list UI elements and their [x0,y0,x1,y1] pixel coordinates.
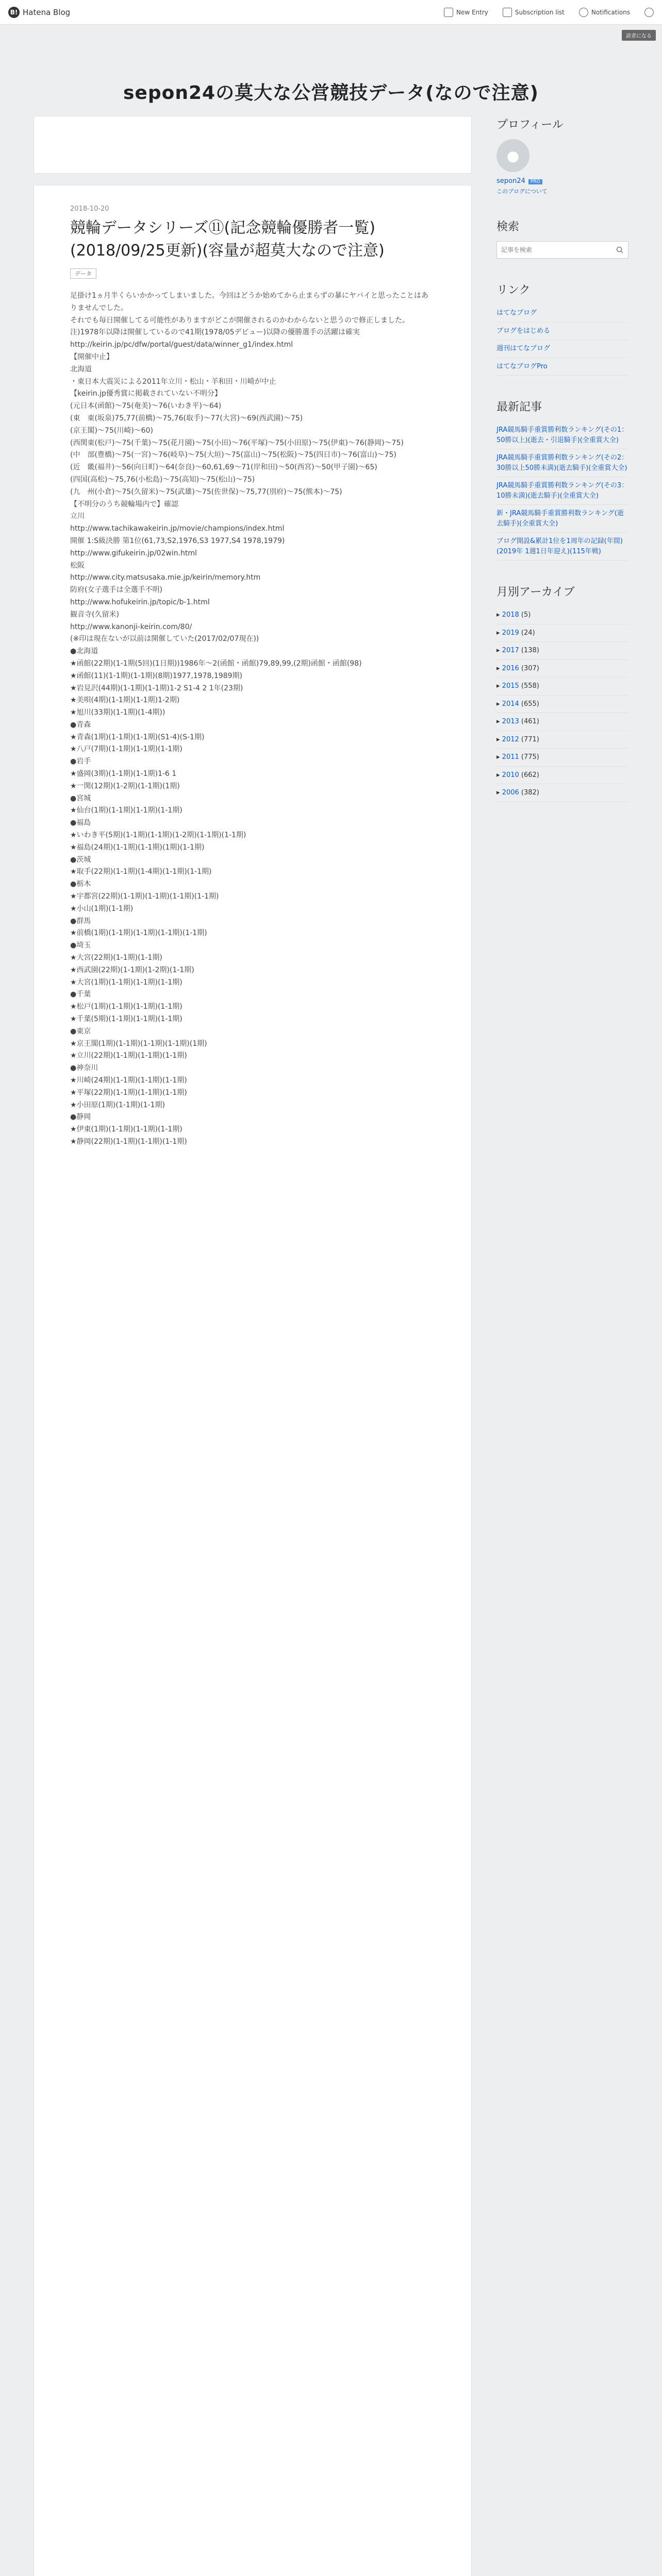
archive-count: (138) [521,647,539,654]
archive-count: (461) [521,718,539,725]
archive-year[interactable]: 2019 [502,629,519,637]
recent-entry[interactable]: 新・JRA競馬騎手重賞勝利数ランキング(逝去騎手)(全重賞大全) [496,505,628,533]
archive-year[interactable]: 2006 [502,789,519,796]
notifications-button[interactable] [579,8,630,17]
archive-count: (5) [521,611,531,619]
top-bar [0,0,662,25]
link-item[interactable]: はてなブログPro [496,358,628,376]
recent-entry[interactable]: ブログ開設&累計1位を1周年の記録(年間)(2019年 1週1日年迎え)(115年戦) [496,533,628,561]
archive-item[interactable]: ▸ 2012 (771) [496,731,628,749]
user-menu-icon[interactable] [644,8,654,17]
search-heading: 検索 [496,221,520,233]
archive-item[interactable]: ▸ 2014 (655) [496,696,628,714]
article-date[interactable]: 2018-10-20 [70,205,109,213]
avatar[interactable]: ● [496,139,529,172]
recent-heading: 最新記事 [496,401,542,414]
archive-year[interactable]: 2013 [502,718,519,725]
archive-year[interactable]: 2010 [502,771,519,779]
ad-banner [34,116,472,174]
archive-item[interactable]: ▸ 2006 (382) [496,784,628,802]
archive-item[interactable]: ▸ 2010 (662) [496,767,628,785]
archive-item[interactable]: ▸ 2017 (138) [496,642,628,660]
recent-entry[interactable]: JRA競馬騎手重賞勝利数ランキング(その2：30勝以上50勝未満)(逝去騎手)(全重賞大全) [496,449,628,477]
bell-icon [579,8,588,17]
link-item[interactable]: 週刊はてなブログ [496,340,628,358]
list-icon [503,8,512,17]
pro-badge: PRO [528,179,542,184]
subscription-list-button[interactable] [503,8,565,17]
main-column [34,116,472,2576]
new-entry-label: New Entry [456,8,488,16]
archive-year[interactable]: 2018 [502,611,519,619]
subscription-label: Subscription list [515,8,565,16]
search-box [496,241,628,259]
notifications-label: Notifications [591,8,630,16]
search-button[interactable] [611,242,628,258]
links-list [496,304,628,376]
subscribe-reader-button[interactable]: 読者になる [622,30,656,41]
archive-item[interactable]: ▸ 2015 (558) [496,677,628,696]
search-input[interactable] [497,242,611,258]
archive-list [496,606,628,802]
article [34,185,472,2576]
sidebar [496,116,628,2576]
article-title[interactable]: 競輪データシリーズ⑪(記念競輪優勝者一覧)(2018/09/25更新)(容量が超莫大なので注意) [70,219,385,260]
article-body: 足掛け1ヵ月半くらいかかってしまいました。今回はどうか始めてから止まらずの暴にヤバイと思ったことはありませんでした。 それでも毎日開催してる可能性がありますがどこが開催されるのかわからないと思うので修正しました。 注)1978年以降は開催しているので41期(1978/05デビュー)以降の優勝選手の活躍は確実 http://keirin.jp/pc/dfw/portal/guest/data/winner_g1/index.html 【開催中止】 北海道 ・東日本大震災による2011年立川・松山・羊和田・川崎が中止 【keirin.jp優秀賞に掲載されていない不明分】 (元日本(函館)〜75(奄美)〜76(いわき平)〜64) (東 東(坂泉)75,77(前橋)〜75,76(取手)〜77(大宮)〜69(西武園)〜75) (京王閣)〜75(川崎)〜60) (西関東(松戸)〜75(千葉)〜75(花月園)〜75(小田)〜76(平塚)〜75(小田原)〜75(伊東)〜76(静岡)〜75) (中 部(豊橋)〜75(一宮)〜76(岐阜)〜75(大垣)〜75(富山)〜75(松阪)〜75(四日市)〜76(富山)〜75) (近 畿(福井)〜56(向日町)〜64(奈良)〜60,61,69〜71(岸和田)〜50(西宮)〜50(甲子園)〜65) (四国(高松)〜75,76(小松島)〜75(高知)〜75(松山)〜75) (九 州(小倉)〜75(久留米)〜75(武雄)〜75(佐世保)〜75,77(別府)〜75(熊本)〜75) 【不明分のうち競輪場内で】確認 立川 http://www.tachikawakeirin.jp/movie/champions/index.html 開催 1:S級決勝 第1位(61,73,S2,1976,S3 1977,S4 1978,1979) http://www.gifukeirin.jp/02win.html 松阪 http://www.city.matsusaka.mie.jp/keirin/memory.htm 防府(女子選手は全選手不明) http://www.hofukeirin.jp/topic/b-1.html 観音寺(久留米) http://www.kanonji-keirin.com/80/ (※印は現在ないが以前は開催していた(2017/02/07現在)) ●北海道 ★函館(22期)(1-1期(5回)(1日期))1986年〜2(函館・函館)79,89,99,(2期)函館・函館(98) ★函館(11)(1-1期)(1-1期)(8期)1977,1978,1989期) ★岩見沢(44期)(1-1期)(1-1期)1-2 S1-4 2 1年(23期) ★美唄(4期)(1-1期)(1-1期)1-2期) ★旭川(33期)(1-1期)(1-4期)) ●青森 ★青森(1期)(1-1期)(1-1期)(S1-4)(S-1期) ★八戸(7期)(1-1期)(1-1期)(1-1期) ●岩手 ★盛岡(3期)(1-1期)(1-1期)1-6 1 ★一関(12期)(1-2期)(1-1期)(1期) ●宮城 ★仙台(1期)(1-1期)(1-1期)(1-1期) ●福島 ★いわき平(5期)(1-1期)(1-1期)(1-2期)(1-1期)(1-1期) ★福島(24期)(1-1期)(1-1期)(1期)(1-1期) ●茨城 ★取手(22期)(1-1期)(1-4期)(1-1期)(1-1期) ●栃木 ★宇都宮(22期)(1-1期)(1-1期)(1-1期)(1-1期) ★小山(1期)(1-1期) ●群馬 ★前橋(1期)(1-1期)(1-1期)(1-1期)(1-1期) ●埼玉 ★大宮(22期)(1-1期)(1-1期) ★西武園(22期)(1-1期)(1-2期)(1-1期) ★大宮(1期)(1-1期)(1-1期)(1-1期) ●千葉 ★松戸(1期)(1-1期)(1-1期)(1-1期) ★千葉(5期)(1-1期)(1-1期)(1-1期) ●東京 ★京王閣(1期)(1-1期)(1-1期)(1-1期)(1期) ★立川(22期)(1-1期)(1-1期)(1-1期) ●神奈川 ★川崎(24期)(1-1期)(1-1期)(1-1期) ★平塚(22期)(1-1期)(1-1期)(1-1期) ★小田原(1期)(1-1期)(1-1期) ●静岡 ★伊東(1期)(1-1期)(1-1期)(1-1期) ★静岡(22期)(1-1期)(1-1期)(1-1期) [70,292,428,1146]
archive-count: (655) [521,700,539,708]
recent-entry[interactable]: JRA競馬騎手重賞勝利数ランキング(その3：10勝未満)(逝去騎手)(全重賞大全) [496,477,628,505]
archive-item[interactable]: ▸ 2016 (307) [496,660,628,678]
recent-list [496,421,628,561]
archive-count: (558) [521,682,539,690]
archive-count: (771) [521,735,539,743]
links-module [496,281,628,376]
archive-item[interactable]: ▸ 2018 (5) [496,606,628,624]
logo-text: Hatena Blog [23,7,71,17]
archive-year[interactable]: 2017 [502,647,519,654]
profile-heading: プロフィール [496,118,564,131]
hatena-logo[interactable] [8,7,70,18]
category-tag[interactable]: データ [70,268,96,279]
archive-count: (24) [521,629,535,637]
archive-year[interactable]: 2012 [502,735,519,743]
blog-title[interactable]: sepon24の莫大な公営競技データ(なので注意) [123,82,539,104]
archive-year[interactable]: 2011 [502,753,519,761]
links-heading: リンク [496,284,531,297]
profile-module [496,116,628,195]
search-icon [616,246,623,253]
archive-count: (307) [521,664,539,672]
archive-item[interactable]: ▸ 2011 (775) [496,749,628,767]
archive-count: (775) [521,753,539,761]
author-link[interactable]: sepon24 [496,177,525,185]
archive-year[interactable]: 2016 [502,664,519,672]
about-blog-link[interactable]: このブログについて [496,188,548,195]
archive-item[interactable]: ▸ 2019 (24) [496,624,628,642]
search-module [496,218,628,259]
archive-count: (382) [521,789,539,796]
archive-count: (662) [521,771,539,779]
page-layout [34,116,628,2576]
archive-module [496,583,628,802]
pencil-icon [444,8,453,17]
new-entry-button[interactable] [444,8,488,17]
archive-heading: 月別アーカイブ [496,586,575,599]
link-item[interactable]: はてなブログ [496,304,628,323]
top-nav [444,8,654,17]
recent-entry[interactable]: JRA競馬騎手重賞勝利数ランキング(その1：50勝以上)(逝去・引退騎手)(全重賞大全) [496,421,628,449]
hatena-logo-icon: B! [8,7,20,18]
archive-year[interactable]: 2015 [502,682,519,690]
link-item[interactable]: ブログをはじめる [496,323,628,341]
recent-entries-module [496,398,628,561]
archive-item[interactable]: ▸ 2013 (461) [496,713,628,731]
archive-year[interactable]: 2014 [502,700,519,708]
